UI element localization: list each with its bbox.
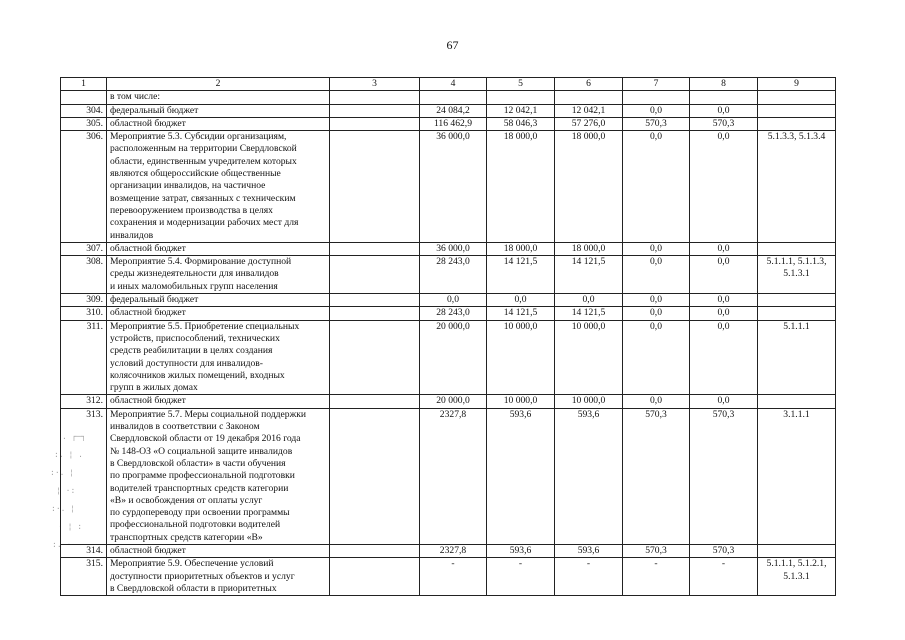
column-3-cell [330, 395, 420, 408]
column-5-value: 10 000,0 [487, 320, 555, 395]
column-3-cell [330, 320, 420, 395]
row-number: 315. [61, 558, 107, 596]
column-7-value: - [623, 558, 690, 596]
row-description: областной бюджет [107, 242, 330, 255]
column-6-value: 14 121,5 [555, 256, 623, 294]
column-8-value: 570,3 [690, 408, 758, 544]
column-header: 1 [61, 78, 107, 91]
column-8-value: - [690, 558, 758, 596]
column-8-value: 0,0 [690, 320, 758, 395]
column-8-value: 0,0 [690, 307, 758, 320]
row-description: Мероприятие 5.5. Приобретение специальных устройств, приспособлений, технических средств реабилитации в целях создания условий доступности для инвалидов- колясочников жилых помещений, входных групп в жилых домах [107, 320, 330, 395]
table-row [61, 131, 836, 243]
column-8-value: 0,0 [690, 294, 758, 307]
column-7-value: 0,0 [623, 131, 690, 243]
column-5-value: 14 121,5 [487, 307, 555, 320]
indicator-reference: 5.1.1.1, 5.1.1.3, 5.1.3.1 [758, 256, 836, 294]
table-row [61, 294, 836, 307]
column-7-value [623, 91, 690, 104]
column-6-value: 0,0 [555, 294, 623, 307]
row-description: федеральный бюджет [107, 294, 330, 307]
column-8-value: 0,0 [690, 104, 758, 117]
column-header: 3 [330, 78, 420, 91]
column-3-cell [330, 131, 420, 243]
column-4-value: 2327,8 [420, 408, 487, 544]
table-row [61, 395, 836, 408]
column-8-value: 0,0 [690, 242, 758, 255]
column-5-value: 12 042,1 [487, 104, 555, 117]
row-description: Мероприятие 5.3. Субсидии организациям, расположенным на территории Свердловской области, единственным учредителем которых являются общероссийские общественные организации инвалидов, на частичное возмещение затрат, связанных с техническим перевооружением производства в целях сохранения и модернизации рабочих мест для инвалидов [107, 131, 330, 243]
column-4-value: 36 000,0 [420, 242, 487, 255]
indicator-reference [758, 395, 836, 408]
row-description: областной бюджет [107, 117, 330, 130]
column-3-cell [330, 242, 420, 255]
column-5-value: 10 000,0 [487, 395, 555, 408]
column-header: 7 [623, 78, 690, 91]
column-3-cell [330, 544, 420, 557]
indicator-reference: 3.1.1.1 [758, 408, 836, 544]
row-description: областной бюджет [107, 395, 330, 408]
column-7-value: 0,0 [623, 294, 690, 307]
column-7-value: 570,3 [623, 408, 690, 544]
table-row [61, 544, 836, 557]
column-4-value: 0,0 [420, 294, 487, 307]
budget-table [60, 77, 836, 596]
indicator-reference: 5.1.3.3, 5.1.3.4 [758, 131, 836, 243]
column-7-value: 0,0 [623, 104, 690, 117]
column-3-cell [330, 91, 420, 104]
column-4-value: 2327,8 [420, 544, 487, 557]
row-number: 304. [61, 104, 107, 117]
column-5-value: 593,6 [487, 544, 555, 557]
column-6-value: 593,6 [555, 544, 623, 557]
column-5-value: - [487, 558, 555, 596]
row-description: федеральный бюджет [107, 104, 330, 117]
column-7-value: 0,0 [623, 307, 690, 320]
column-6-value: 593,6 [555, 408, 623, 544]
indicator-reference [758, 91, 836, 104]
column-header: 2 [107, 78, 330, 91]
row-number: 310. [61, 307, 107, 320]
column-6-value: 18 000,0 [555, 131, 623, 243]
column-6-value: - [555, 558, 623, 596]
column-4-value: 20 000,0 [420, 395, 487, 408]
indicator-reference: 5.1.1.1, 5.1.2.1, 5.1.3.1 [758, 558, 836, 596]
column-4-value: 36 000,0 [420, 131, 487, 243]
column-8-value: 570,3 [690, 117, 758, 130]
column-8-value: 0,0 [690, 256, 758, 294]
column-6-value: 10 000,0 [555, 320, 623, 395]
table-row [61, 307, 836, 320]
column-3-cell [330, 558, 420, 596]
column-6-value: 18 000,0 [555, 242, 623, 255]
indicator-reference [758, 307, 836, 320]
column-3-cell [330, 294, 420, 307]
table-row [61, 242, 836, 255]
column-7-value: 0,0 [623, 242, 690, 255]
row-number: 311. [61, 320, 107, 395]
column-7-value: 0,0 [623, 395, 690, 408]
column-6-value [555, 91, 623, 104]
indicator-reference [758, 104, 836, 117]
table-row [61, 320, 836, 395]
column-5-value: 593,6 [487, 408, 555, 544]
table-row [61, 91, 836, 104]
table-row [61, 104, 836, 117]
row-description: областной бюджет [107, 307, 330, 320]
indicator-reference [758, 242, 836, 255]
page-number: 67 [446, 38, 459, 52]
column-header: 6 [555, 78, 623, 91]
column-5-value: 14 121,5 [487, 256, 555, 294]
column-6-value: 10 000,0 [555, 395, 623, 408]
row-number: 307. [61, 242, 107, 255]
column-header: 9 [758, 78, 836, 91]
column-header: 8 [690, 78, 758, 91]
row-number [61, 91, 107, 104]
column-3-cell [330, 307, 420, 320]
column-header: 4 [420, 78, 487, 91]
column-5-value: 18 000,0 [487, 242, 555, 255]
column-6-value: 12 042,1 [555, 104, 623, 117]
row-description: областной бюджет [107, 544, 330, 557]
column-7-value: 570,3 [623, 544, 690, 557]
table-row [61, 408, 836, 544]
table-row [61, 117, 836, 130]
table-row [61, 558, 836, 596]
row-number: 314. [61, 544, 107, 557]
column-4-value: 116 462,9 [420, 117, 487, 130]
column-4-value [420, 91, 487, 104]
table-row [61, 256, 836, 294]
indicator-reference [758, 117, 836, 130]
column-5-value [487, 91, 555, 104]
column-header: 5 [487, 78, 555, 91]
column-8-value: 0,0 [690, 131, 758, 243]
column-6-value: 14 121,5 [555, 307, 623, 320]
column-6-value: 57 276,0 [555, 117, 623, 130]
indicator-reference: 5.1.1.1 [758, 320, 836, 395]
row-number: 309. [61, 294, 107, 307]
column-5-value: 0,0 [487, 294, 555, 307]
column-4-value: - [420, 558, 487, 596]
column-4-value: 28 243,0 [420, 256, 487, 294]
column-5-value: 58 046,3 [487, 117, 555, 130]
column-4-value: 28 243,0 [420, 307, 487, 320]
header-row [61, 78, 836, 91]
row-description: Мероприятие 5.4. Формирование доступной среды жизнедеятельности для инвалидов и иных маломобильных групп населения [107, 256, 330, 294]
column-3-cell [330, 104, 420, 117]
column-7-value: 0,0 [623, 320, 690, 395]
column-7-value: 0,0 [623, 256, 690, 294]
row-description: в том числе: [107, 91, 330, 104]
column-8-value: 570,3 [690, 544, 758, 557]
column-8-value: 0,0 [690, 395, 758, 408]
indicator-reference [758, 544, 836, 557]
column-3-cell [330, 256, 420, 294]
row-number: 312. [61, 395, 107, 408]
column-3-cell [330, 117, 420, 130]
row-number: 313. [61, 408, 107, 544]
column-8-value [690, 91, 758, 104]
column-4-value: 24 084,2 [420, 104, 487, 117]
row-description: Мероприятие 5.9. Обеспечение условий доступности приоритетных объектов и услуг в Свердловской области в приоритетных [107, 558, 330, 596]
column-3-cell [330, 408, 420, 544]
margin-stamp-mark: . ┌─┐ :. ¦ . :·. ¦ ¦ ·: :·. ¦ · ¦ : :. · [50, 432, 87, 549]
row-number: 308. [61, 256, 107, 294]
row-number: 306. [61, 131, 107, 243]
row-description: Мероприятие 5.7. Меры социальной поддержки инвалидов в соответствии с Законом Свердловской области от 19 декабря 2016 года № 148-ОЗ «О социальной защите инвалидов в Свердловской области» в части обучения по программе профессиональной подготовки водителей транспортных средств категории «В» и освобождения от оплаты услуг по сурдопереводу при освоении программы профессиональной подготовки водителей транспортных средств категории «В» [107, 408, 330, 544]
row-number: 305. [61, 117, 107, 130]
indicator-reference [758, 294, 836, 307]
column-5-value: 18 000,0 [487, 131, 555, 243]
column-4-value: 20 000,0 [420, 320, 487, 395]
column-7-value: 570,3 [623, 117, 690, 130]
